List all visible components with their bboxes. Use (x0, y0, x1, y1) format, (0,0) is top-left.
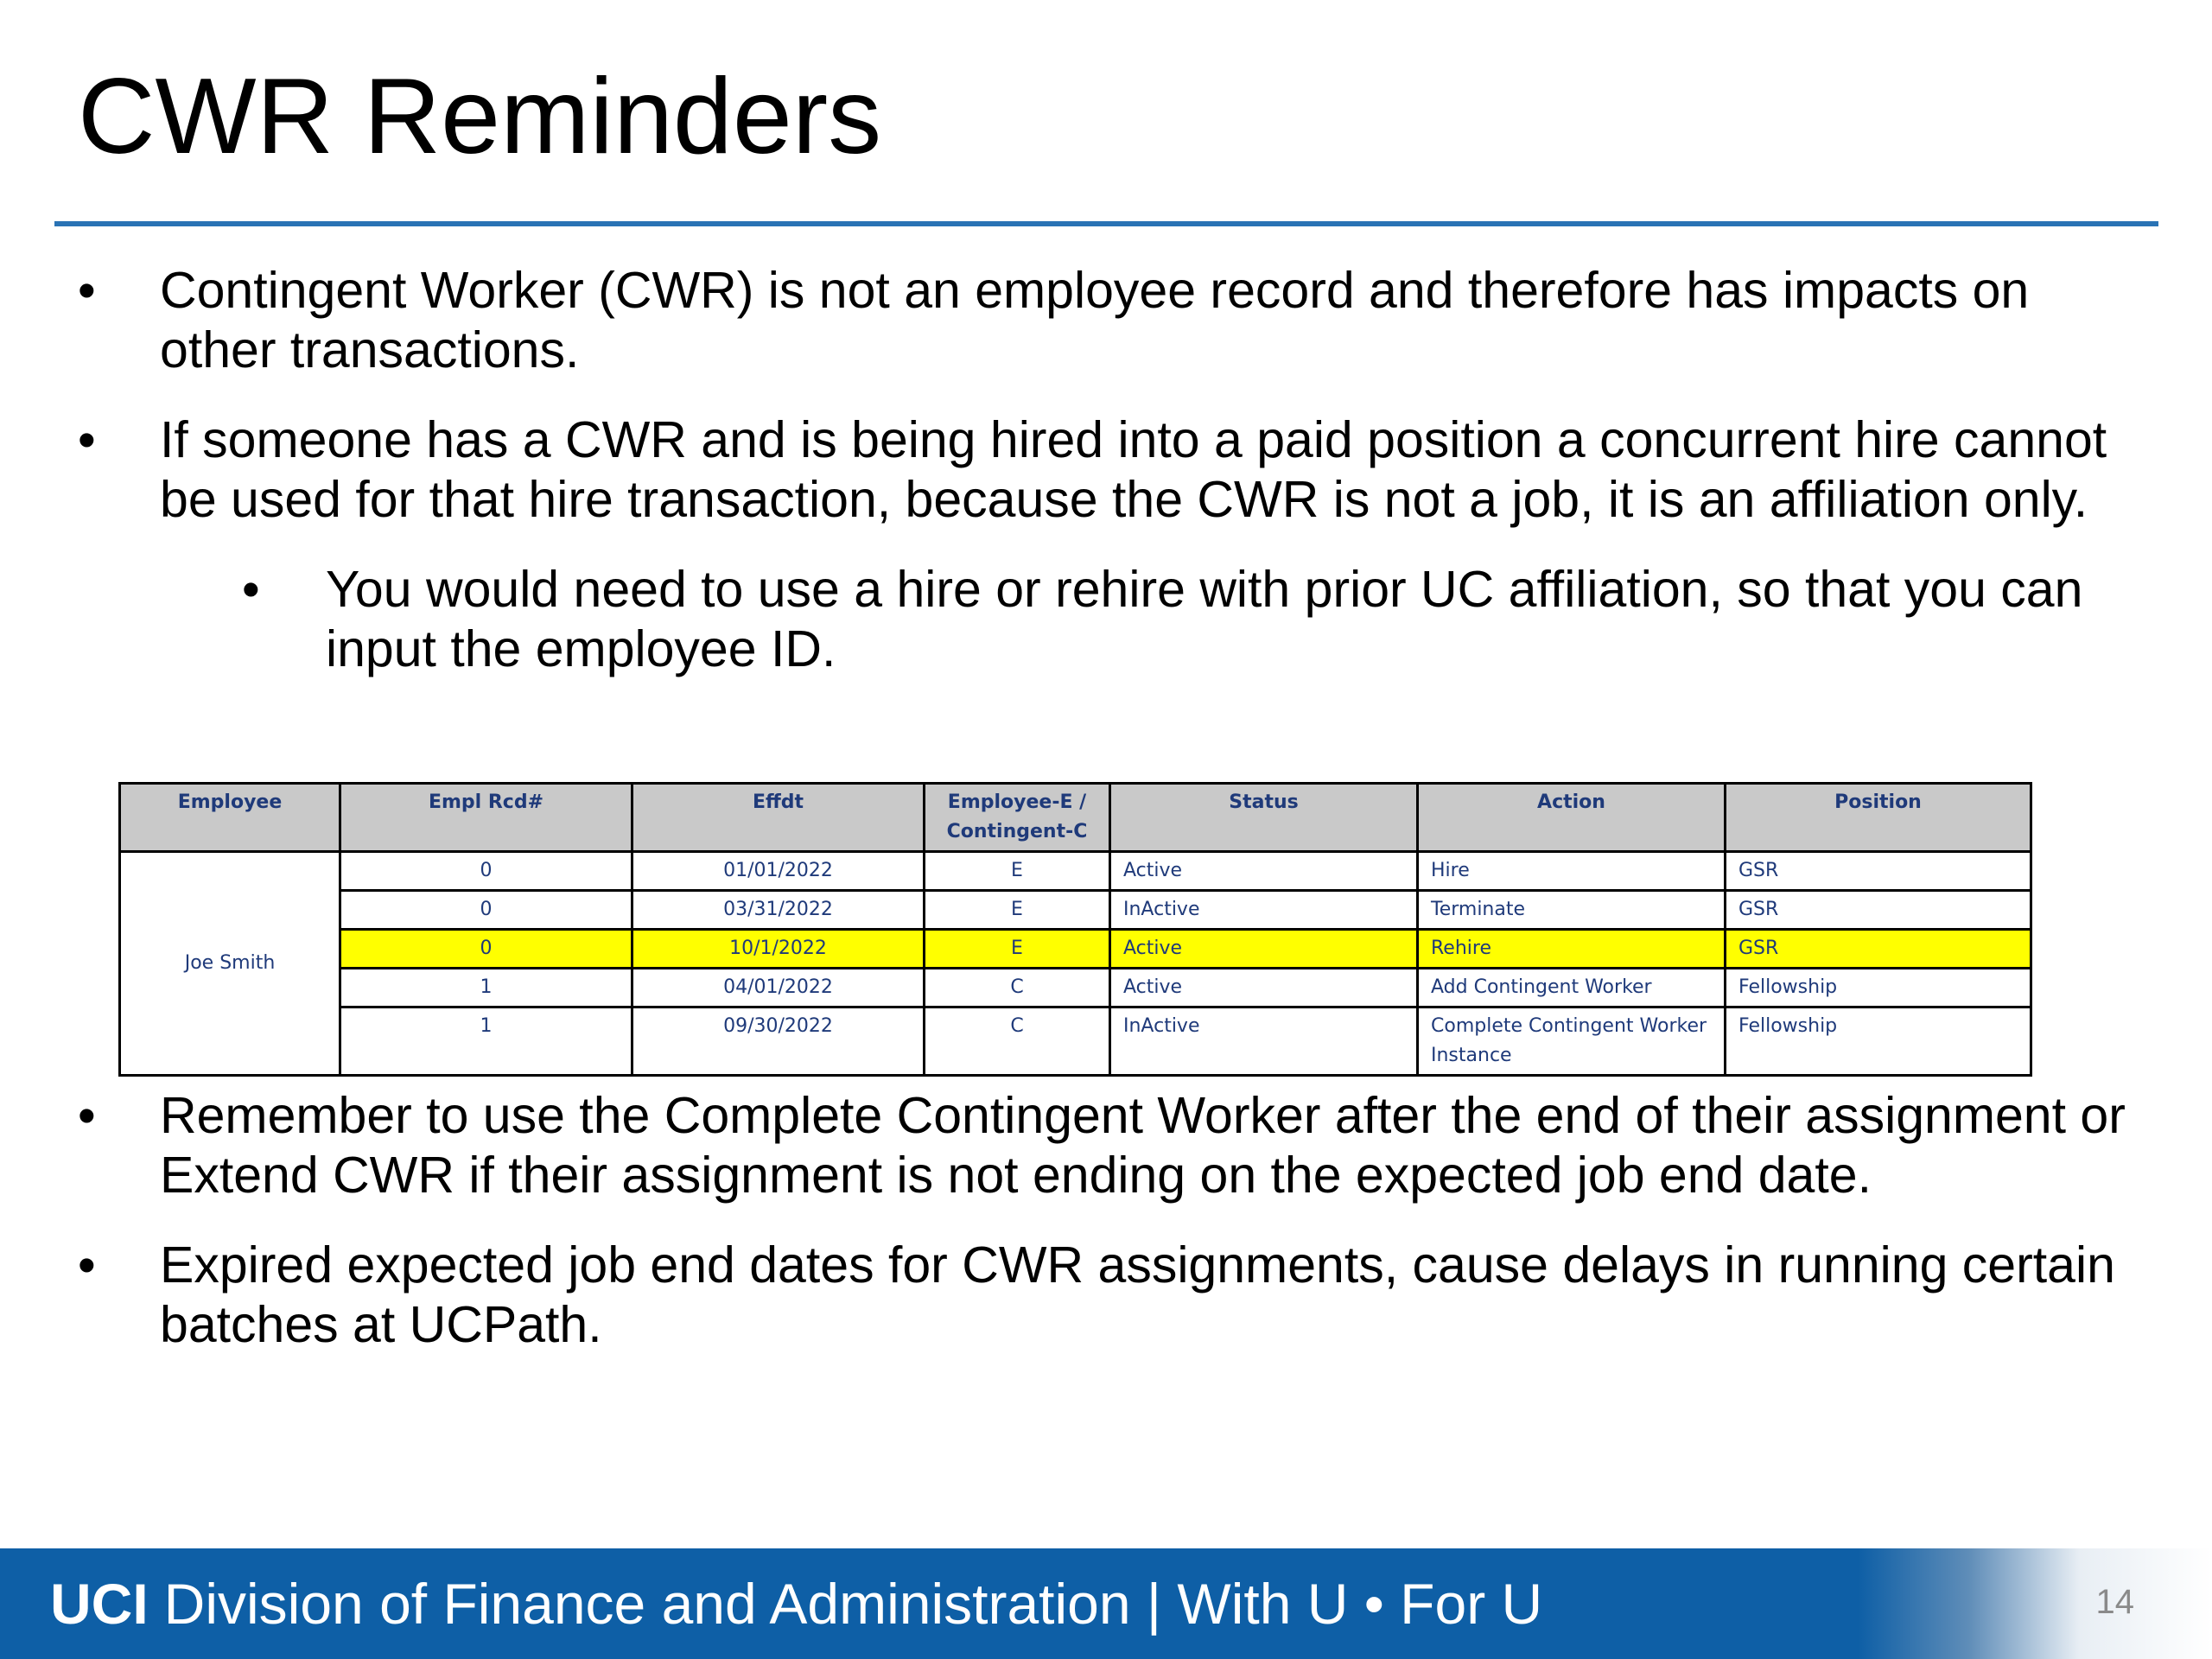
bullet-item (78, 1236, 2152, 1355)
rcd-cell: 0 (340, 891, 632, 930)
action-cell: Hire (1418, 852, 1726, 891)
action-cell: Add Contingent Worker (1418, 969, 1726, 1007)
status-cell: InActive (1110, 1007, 1418, 1076)
bullet-text: Contingent Worker (CWR) is not an employee record and therefore has impacts on other transactions. (160, 262, 2030, 378)
status-cell: Active (1110, 930, 1418, 969)
page-number: 14 (2095, 1583, 2134, 1621)
table-row (120, 969, 2031, 1007)
action-cell: Terminate (1418, 891, 1726, 930)
effdt-cell: 03/31/2022 (632, 891, 925, 930)
table-row-highlighted (120, 930, 2031, 969)
bullet-dot-icon: • (78, 1087, 96, 1144)
position-cell: GSR (1726, 852, 2031, 891)
top-bullet-list (78, 261, 2152, 709)
table-row (120, 852, 2031, 891)
bullet-item (78, 261, 2152, 380)
header-status: Status (1110, 784, 1418, 852)
position-cell: Fellowship (1726, 969, 2031, 1007)
bullet-dot-icon: • (242, 561, 260, 618)
status-cell: Active (1110, 969, 1418, 1007)
effdt-cell: 04/01/2022 (632, 969, 925, 1007)
header-effdt: Effdt (632, 784, 925, 852)
status-cell: Active (1110, 852, 1418, 891)
type-cell: E (925, 891, 1110, 930)
title-divider (54, 221, 2158, 226)
bullet-text: Remember to use the Complete Contingent Worker after the end of their assignment or Extend CWR if their assignment is not ending on the expected job end date. (160, 1087, 2126, 1204)
header-position: Position (1726, 784, 2031, 852)
effdt-cell: 10/1/2022 (632, 930, 925, 969)
table-row (120, 1007, 2031, 1076)
type-cell: C (925, 969, 1110, 1007)
rcd-cell: 0 (340, 852, 632, 891)
rcd-cell: 1 (340, 1007, 632, 1076)
type-cell: C (925, 1007, 1110, 1076)
status-cell: InActive (1110, 891, 1418, 930)
bullet-dot-icon: • (78, 1236, 96, 1294)
bullet-text: If someone has a CWR and is being hired into a paid position a concurrent hire cannot be used for that hire transaction, because the CWR is not a job, it is an affiliation only. (160, 411, 2107, 528)
rcd-cell: 1 (340, 969, 632, 1007)
effdt-cell: 01/01/2022 (632, 852, 925, 891)
effdt-cell: 09/30/2022 (632, 1007, 925, 1076)
footer-tagline: Division of Finance and Administration | With U • For U (163, 1572, 1543, 1636)
bullet-dot-icon: • (78, 262, 96, 319)
bullet-dot-icon: • (78, 411, 96, 468)
footer-text (50, 1569, 1542, 1638)
header-employee-type: Employee-E / Contingent-C (925, 784, 1110, 852)
type-cell: E (925, 852, 1110, 891)
bullet-text: Expired expected job end dates for CWR assignments, cause delays in running certain batches at UCPath. (160, 1236, 2115, 1353)
bullet-item (78, 410, 2152, 530)
table-row (120, 891, 2031, 930)
cwr-history-table (118, 782, 2032, 1077)
header-empl-rcd: Empl Rcd# (340, 784, 632, 852)
employee-name-cell: Joe Smith (120, 852, 340, 1076)
footer-bar (0, 1548, 2212, 1659)
position-cell: GSR (1726, 930, 2031, 969)
header-employee: Employee (120, 784, 340, 852)
rcd-cell: 0 (340, 930, 632, 969)
action-cell: Complete Contingent Worker Instance (1418, 1007, 1726, 1076)
position-cell: Fellowship (1726, 1007, 2031, 1076)
type-cell: E (925, 930, 1110, 969)
sub-bullet-item (78, 560, 2152, 679)
slide-title: CWR Reminders (78, 57, 882, 176)
bottom-bullet-list (78, 1086, 2152, 1385)
uci-logo: UCI (50, 1572, 149, 1636)
table-header-row (120, 784, 2031, 852)
position-cell: GSR (1726, 891, 2031, 930)
bullet-item (78, 1086, 2152, 1205)
header-action: Action (1418, 784, 1726, 852)
bullet-text: You would need to use a hire or rehire with prior UC affiliation, so that you can input the employee ID. (326, 561, 2083, 677)
action-cell: Rehire (1418, 930, 1726, 969)
